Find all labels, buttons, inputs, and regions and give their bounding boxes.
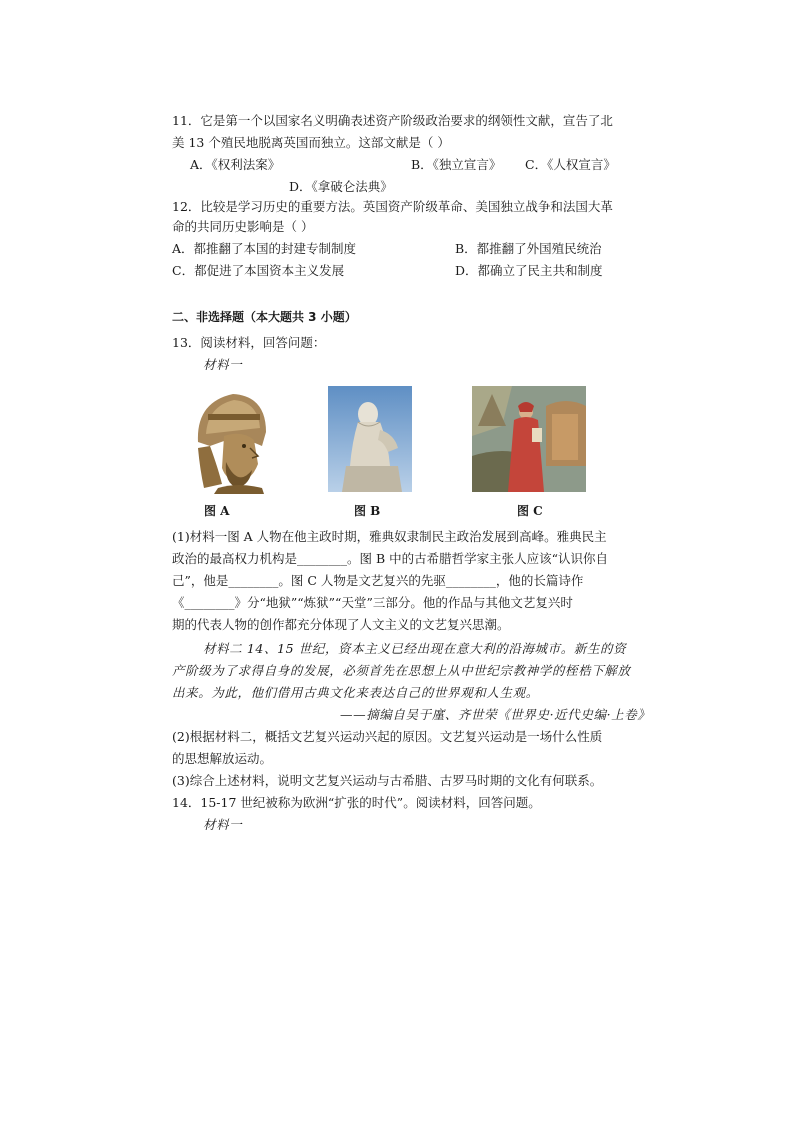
helmeted-bust-illustration xyxy=(178,384,278,494)
q13-material2-line2: 产阶级为了求得自身的发展，必须首先在思想上从中世纪宗教神学的桎梏下解放 xyxy=(172,663,631,678)
q13-part1-line3: 己”，他是________。图 C 人物是文艺复兴的先驱________，他的长篇诗作 xyxy=(172,573,584,588)
q12-option-c: C．都促进了本国资本主义发展 xyxy=(172,263,345,278)
q13-part2-line1: (2)根据材料二，概括文艺复兴运动兴起的原因。文艺复兴运动是一场什么性质 xyxy=(172,729,603,744)
figure-c-caption: 图 C xyxy=(517,504,543,518)
q13-part1-line4: 《________》分“地狱”“炼狱”“天堂”三部分。他的作品与其他文艺复兴时 xyxy=(172,595,573,610)
q12-stem-line2: 命的共同历史影响是（ ） xyxy=(172,219,314,234)
q13-part1-line2: 政治的最高权力机构是________。图 B 中的古希腊哲学家主张人应该“认识你自 xyxy=(172,551,609,566)
section-title: 二、非选择题（本大题共 3 小题） xyxy=(172,310,357,324)
q13-part1-line1: (1)材料一图 A 人物在他主政时期，雅典奴隶制民主政治发展到高峰。雅典民主 xyxy=(172,529,607,544)
q14-intro: 14．15-17 世纪被称为欧洲“扩张的时代”。阅读材料，回答问题。 xyxy=(172,795,541,810)
figure-b-caption: 图 B xyxy=(354,504,381,518)
q12-option-b: B．都推翻了外国殖民统治 xyxy=(455,241,602,256)
q12-option-d: D．都确立了民主共和制度 xyxy=(455,263,603,278)
q13-material2-line3: 出来。为此，他们借用古典文化来表达自己的世界观和人生观。 xyxy=(172,685,539,700)
figure-b-image xyxy=(328,386,412,492)
q11-stem-line2: 美 13 个殖民地脱离英国而独立。这部文献是（ ） xyxy=(172,135,450,150)
figure-a-image xyxy=(178,384,278,494)
q13-material1-label: 材料一 xyxy=(203,357,243,372)
q11-option-c: C．《人权宣言》 xyxy=(525,157,616,172)
q14-material1-label: 材料一 xyxy=(203,817,243,832)
q11-option-a: A．《权利法案》 xyxy=(190,157,281,172)
philosopher-statue-illustration xyxy=(328,386,412,492)
q11-option-b: B．《独立宣言》 xyxy=(411,157,502,172)
q13-material2-line1: 材料二 14、15 世纪，资本主义已经出现在意大利的沿海城市。新生的资 xyxy=(203,641,627,656)
q11-option-d: D．《拿破仑法典》 xyxy=(289,179,393,194)
q13-part1-line5: 期的代表人物的创作都充分体现了人文主义的文艺复兴思潮。 xyxy=(172,617,510,632)
q13-material2-source: ——摘编自吴于廑、齐世荣《世界史·近代史编·上卷》 xyxy=(340,707,651,722)
figure-a-caption: 图 A xyxy=(204,504,230,518)
figure-c-image xyxy=(472,386,586,492)
q11-stem-line1: 11．它是第一个以国家名义明确表述资产阶级政治要求的纲领性文献，宣告了北 xyxy=(172,113,613,128)
q12-option-a: A．都推翻了本国的封建专制制度 xyxy=(172,241,357,256)
q12-stem-line1: 12．比较是学习历史的重要方法。英国资产阶级革命、美国独立战争和法国大革 xyxy=(172,199,613,214)
q13-part3: (3)综合上述材料，说明文艺复兴运动与古希腊、古罗马时期的文化有何联系。 xyxy=(172,773,603,788)
q13-intro: 13．阅读材料，回答问题： xyxy=(172,335,326,350)
poet-painting-illustration xyxy=(472,386,586,492)
q13-part2-line2: 的思想解放运动。 xyxy=(172,751,273,766)
